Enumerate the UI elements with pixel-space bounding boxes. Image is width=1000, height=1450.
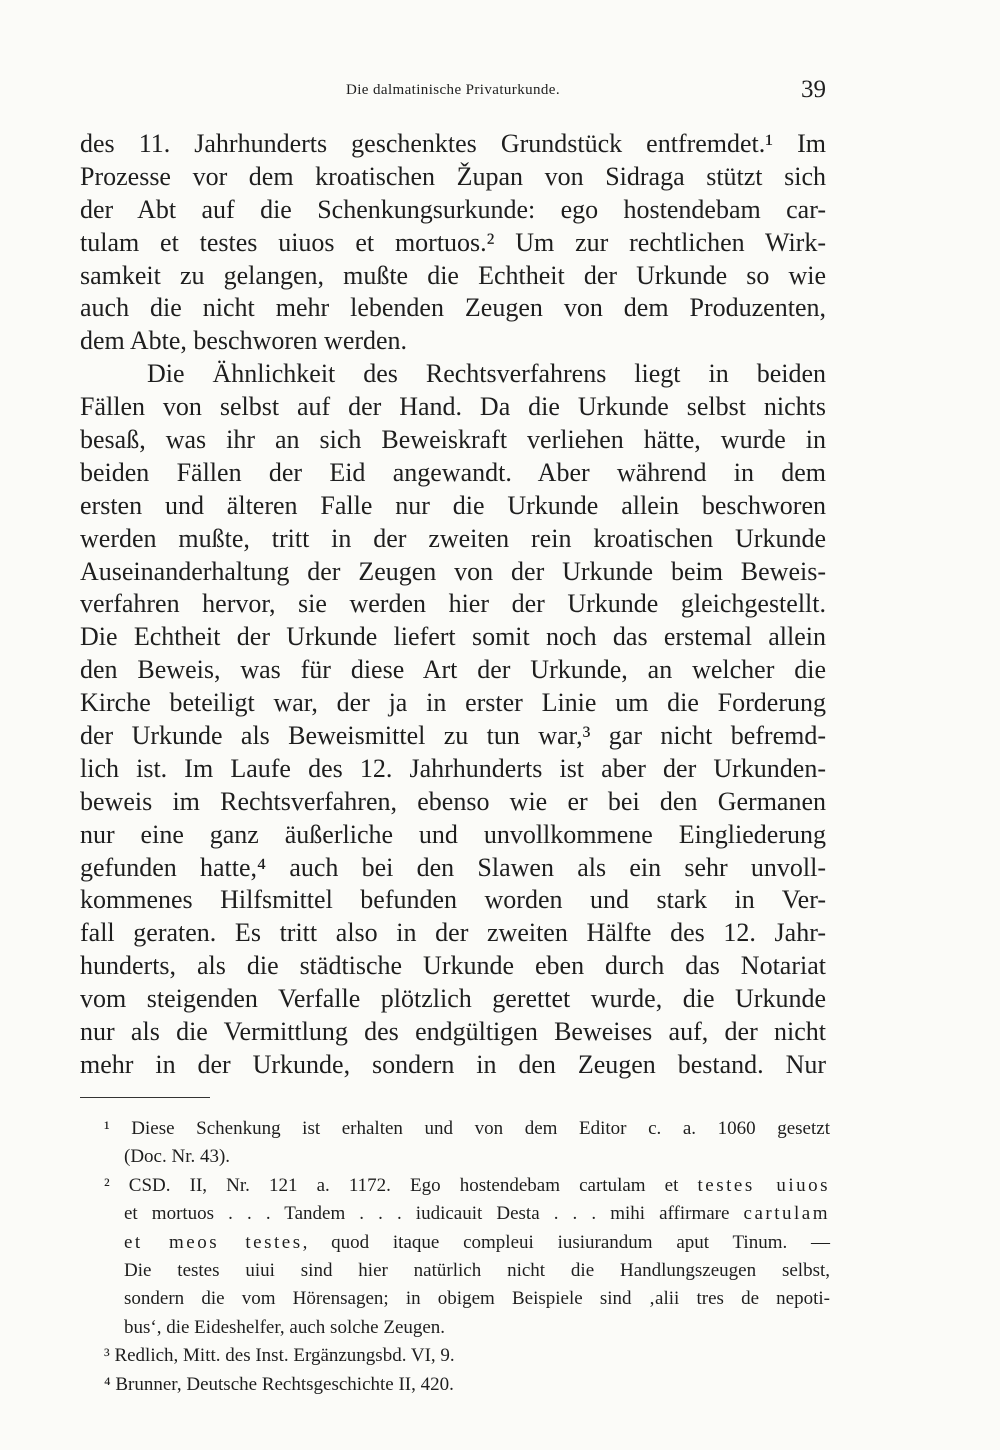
footnote-2-spaced: testes uiuos	[697, 1174, 830, 1196]
text-line: gefunden hatte,⁴ auch bei den Slawen als ein sehr unvoll-	[80, 852, 826, 882]
running-title: Die dalmatinische Privaturkunde.	[346, 82, 560, 98]
text-line: hunderts, als die städtische Urkunde eben durch das Notariat	[80, 951, 826, 981]
text-line: auch die nicht mehr lebenden Zeugen von dem Produzenten,	[80, 293, 826, 323]
text-line: Auseinanderhaltung der Zeugen von der Urkunde beim Beweis-	[80, 556, 826, 586]
text-line: Fällen von selbst auf der Hand. Da die Urkunde selbst nichts	[80, 392, 826, 422]
footnote-3: ³ Redlich, Mitt. des Inst. Ergänzungsbd. VI, 9.	[104, 1345, 455, 1367]
text-line: kommenes Hilfsmittel befunden worden und stark in Ver-	[80, 885, 826, 915]
footnote-2-continuation	[80, 1229, 830, 1257]
text-line: lich ist. Im Laufe des 12. Jahrhunderts ist aber der Urkunden-	[80, 753, 826, 783]
text-line: der Abt auf die Schenkungsurkunde: ego hostendebam car-	[80, 194, 826, 224]
text-line: besaß, was ihr an sich Beweiskraft verliehen hätte, wurde in	[80, 425, 826, 455]
footnote-2-spaced: et meos testes	[124, 1231, 303, 1253]
text-line: tulam et testes uiuos et mortuos.² Um zur rechtlichen Wirk-	[80, 227, 826, 257]
footnote-2-text: , quod itaque compleui iusiurandum aput Tinum. —	[302, 1231, 831, 1253]
text-line: des 11. Jahrhunderts geschenktes Grundstück entfremdet.¹ Im	[80, 129, 826, 158]
text-line: werden mußte, tritt in der zweiten rein kroatischen Urkunde	[80, 523, 826, 553]
footnote-divider	[80, 1097, 210, 1098]
text-line: den Beweis, was für diese Art der Urkunde, an welcher die	[80, 655, 826, 685]
footnote-1-continuation: (Doc. Nr. 43).	[124, 1146, 231, 1168]
footnote-2-continuation: Die testes uiui sind hier natürlich nicht die Handlungszeugen selbst,	[124, 1259, 830, 1281]
text-line: Kirche beteiligt war, der ja in erster Linie um die Forderung	[80, 688, 826, 718]
footnote-2-continuation	[80, 1200, 830, 1228]
footnote-2-continuation: sondern die vom Hörensagen; in obigem Beispiele sind ‚alii tres de nepoti-	[124, 1288, 830, 1310]
text-line: nur als die Vermittlung des endgültigen Beweises auf, der nicht	[80, 1017, 826, 1047]
text-line: beweis im Rechtsverfahren, ebenso wie er bei den Germanen	[80, 786, 826, 816]
footnote-1: ¹ Diese Schenkung ist erhalten und von dem Editor c. a. 1060 gesetzt	[104, 1118, 830, 1139]
footnotes	[80, 1115, 830, 1399]
page-number: 39	[801, 76, 826, 103]
text-line: der Urkunde als Beweismittel zu tun war,³ gar nicht befremd-	[80, 721, 826, 751]
text-line: Die Ähnlichkeit des Rechtsverfahrens liegt in beiden	[147, 359, 826, 389]
text-line: dem Abte, beschworen werden.	[80, 326, 408, 356]
footnote-2-text: ² CSD. II, Nr. 121 a. 1172. Ego hostendebam cartulam et	[104, 1174, 698, 1196]
text-line: verfahren hervor, sie werden hier der Urkunde gleichgestellt.	[80, 589, 826, 619]
text-line: Die Echtheit der Urkunde liefert somit noch das erstemal allein	[80, 622, 826, 652]
footnote-4: ⁴ Brunner, Deutsche Rechtsgeschichte II, 420.	[104, 1373, 454, 1395]
footnote-2-spaced: cartulam	[743, 1203, 830, 1225]
text-line: nur eine ganz äußerliche und unvollkommene Eingliederung	[80, 819, 826, 849]
footnote-2-text: et mortuos . . . Tandem . . . iudicauit Desta . . . mihi affirmare	[124, 1203, 744, 1225]
running-head	[80, 76, 826, 106]
main-text	[80, 128, 826, 1082]
text-line: beiden Fällen der Eid angewandt. Aber während in dem	[80, 457, 826, 487]
text-line: samkeit zu gelangen, mußte die Echtheit der Urkunde so wie	[80, 260, 826, 290]
text-line: vom steigenden Verfalle plötzlich gerettet wurde, die Urkunde	[80, 984, 826, 1014]
text-line: fall geraten. Es tritt also in der zweiten Hälfte des 12. Jahr-	[80, 918, 826, 948]
text-line: Prozesse vor dem kroatischen Župan von Sidraga stützt sich	[80, 161, 826, 191]
footnote-2-continuation: bus‘, die Eideshelfer, auch solche Zeugen.	[124, 1316, 446, 1338]
footnote-2	[80, 1172, 830, 1200]
text-line: mehr in der Urkunde, sondern in den Zeugen bestand. Nur	[80, 1049, 826, 1079]
text-line: ersten und älteren Falle nur die Urkunde allein beschworen	[80, 490, 826, 520]
